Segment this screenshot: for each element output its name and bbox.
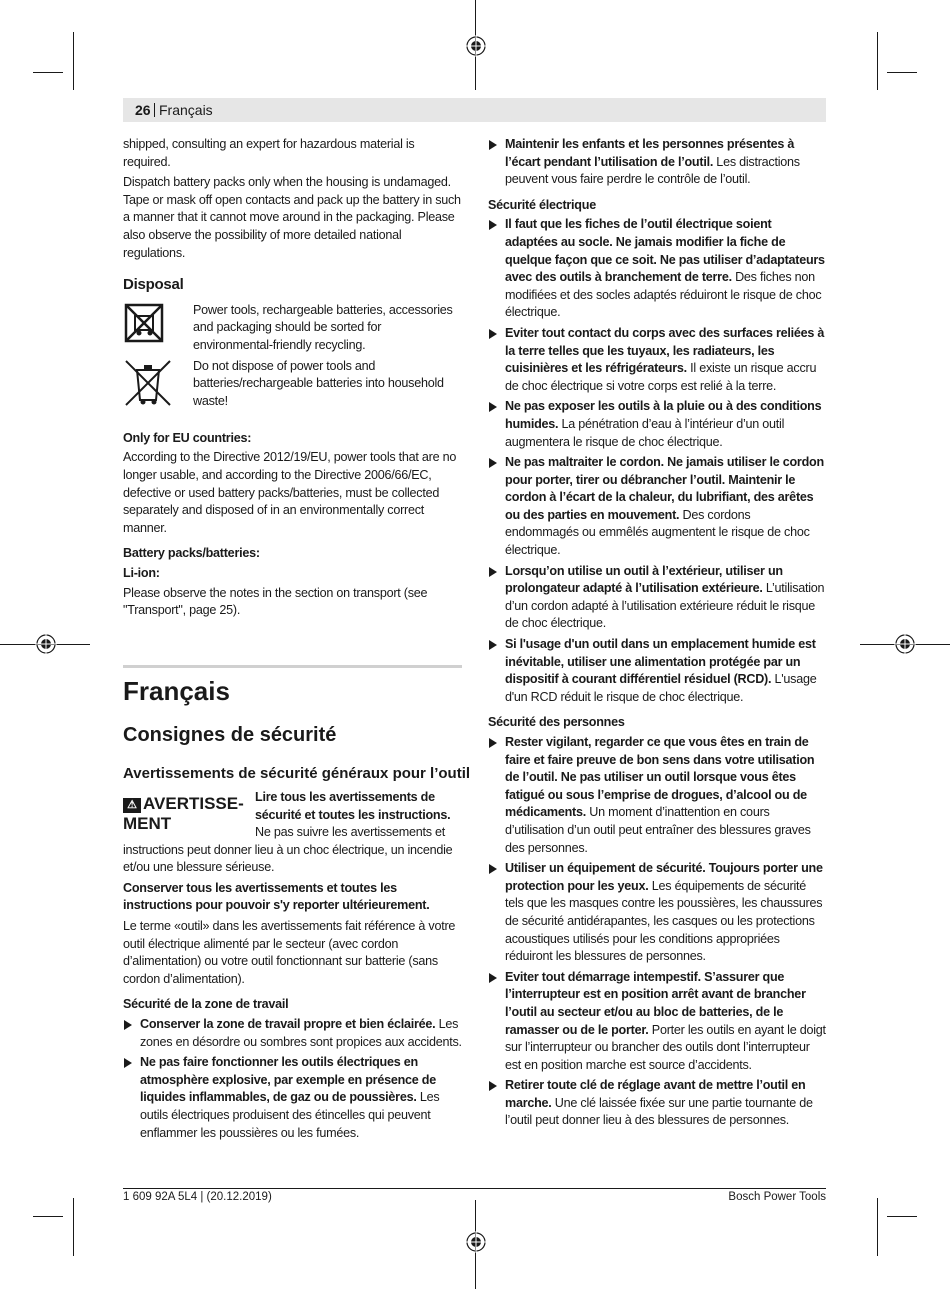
- personal-safety-heading: Sécurité des personnes: [488, 715, 625, 730]
- bullet-icon: [489, 140, 497, 150]
- list-item: Si l'usage d'un outil dans un emplacement humide est inévitable, utiliser une alimentation protégée par un dispositif à courant différentiel résiduel (RCD). L'usage d'un RCD réduit le risque de choc électrique.: [488, 636, 827, 706]
- bullet-icon: [489, 402, 497, 412]
- crop-mark: [73, 1198, 74, 1256]
- paragraph: shipped, consulting an expert for hazardous material is required.: [123, 137, 415, 169]
- eu-heading: Only for EU countries:: [123, 430, 252, 445]
- general-warnings-heading: Avertissements de sécurité généraux pour l’outil: [123, 765, 471, 782]
- registration-mark-icon: [894, 633, 916, 655]
- warning-text: [255, 789, 460, 824]
- disposal-row: [123, 358, 463, 422]
- list-item: Il faut que les fiches de l’outil électrique soient adaptées au socle. Ne jamais modifier la fiche de quelque façon que ce soit. Ne pas utiliser d’adaptateurs avec des outils à branchement de terre. Des fiches non modifiées et des socles adaptés réduiront le risque de choc électrique.: [488, 216, 827, 322]
- section-rule: [123, 665, 462, 668]
- list-item: Maintenir les enfants et les personnes présentes à l’écart pendant l’utilisation de l’outil. Les distractions peuvent vous faire perdre le contrôle de l’outil.: [488, 136, 827, 189]
- list-item: Ne pas maltraiter le cordon. Ne jamais utiliser le cordon pour porter, tirer ou débrancher l’outil. Maintenir le cordon à l’écart de la chaleur, du lubrifiant, des arêtes ou des parties en mouvement. Des cordons endommagés ou emmêlés augmentent le risque de choc électrique.: [488, 454, 827, 560]
- list-item: Lorsqu’on utilise un outil à l’extérieur, utiliser un prolongateur adapté à l’utilisation extérieure. L’utilisation d’un cordon adapté à l’utilisation extérieure réduit le risque de choc électrique.: [488, 563, 827, 633]
- page-number: 26: [135, 102, 151, 118]
- crop-mark: [877, 1198, 878, 1256]
- warning-rest: Ne pas suivre les avertissements et instructions peut donner lieu à un choc électrique, un incendie et/ou une blessure sérieuse.: [123, 825, 453, 875]
- registration-mark-icon: [465, 35, 487, 57]
- list-item: Ne pas exposer les outils à la pluie ou à des conditions humides. La pénétration d’eau à l’intérieur d’un outil augmentera le risque de choc électrique.: [488, 398, 827, 451]
- doc-number: 1 609 92A 5L4 | (20.12.2019): [123, 1191, 272, 1203]
- disposal-heading: Disposal: [123, 276, 184, 294]
- list-item: Eviter tout démarrage intempestif. S’assurer que l’interrupteur est en position arrêt avant de brancher l’outil au secteur et/ou au bloc de batteries, de le ramasser ou de le porter. Porter les outils en ayant le doigt sur l’interrupteur ou brancher des outils dont l’interrupteur est en position marche est source d’accidents.: [488, 969, 827, 1075]
- bullet-icon: [489, 640, 497, 650]
- bullet-icon: [489, 738, 497, 748]
- keep-instructions: Conserver tous les avertissements et toutes les instructions pour pouvoir s'y reporter ultérieurement.: [123, 880, 430, 913]
- warning-label-line2: MENT: [123, 814, 172, 833]
- left-column-fr: [123, 824, 463, 1145]
- crop-mark: [887, 72, 917, 73]
- disposal-row: [123, 302, 463, 358]
- registration-mark-icon: [35, 633, 57, 655]
- section-title: Français: [123, 676, 230, 706]
- crop-mark: [73, 32, 74, 90]
- bullet-icon: [489, 567, 497, 577]
- bullet-icon: [124, 1058, 132, 1068]
- warning-label-line1: AVERTISSE-: [143, 794, 244, 813]
- list-item: Retirer toute clé de réglage avant de mettre l’outil en marche. Une clé laissée fixée sur une partie tournante de l’outil peut donner lieu à des blessures de personnes.: [488, 1077, 827, 1130]
- bullet-icon: [489, 973, 497, 983]
- bullet-icon: [489, 458, 497, 468]
- footer-rule: [123, 1188, 826, 1189]
- paragraph: According to the Directive 2012/19/EU, power tools that are no longer usable, and according to the Directive 2006/66/EC, defective or used battery packs/batteries, must be collected separately and disposed of in an environmentally correct manner.: [123, 450, 457, 535]
- list-item: Utiliser un équipement de sécurité. Toujours porter une protection pour les yeux. Les équipements de sécurité tels que les masques contre les poussières, les chaussures de sécurité antidérapantes, les casques ou les protections acoustiques utilisés pour les conditions appropriées réduiront les blessures de personnes.: [488, 860, 827, 966]
- crop-mark: [33, 1216, 63, 1217]
- battery-heading: Battery packs/batteries:: [123, 546, 260, 561]
- work-area-heading: Sécurité de la zone de travail: [123, 997, 289, 1012]
- paragraph: Please observe the notes in the section on transport (see "Transport", page 25).: [123, 585, 428, 618]
- left-column: [123, 136, 463, 623]
- footer-brand: Bosch Power Tools: [728, 1191, 826, 1203]
- disposal-text: Power tools, rechargeable batteries, accessories and packaging should be sorted for environmental-friendly recycling.: [193, 302, 453, 352]
- recycle-sort-icon: [123, 302, 173, 352]
- warning-icon: ⚠: [123, 798, 141, 813]
- safety-heading: Consignes de sécurité: [123, 724, 337, 746]
- bullet-icon: [489, 1081, 497, 1091]
- header-divider: [154, 103, 155, 117]
- crop-mark: [877, 32, 878, 90]
- crop-mark: [33, 72, 63, 73]
- crop-mark: [887, 1216, 917, 1217]
- page-header: [123, 98, 826, 122]
- bullet-icon: [489, 329, 497, 339]
- header-language: Français: [159, 102, 213, 118]
- bullet-icon: [489, 864, 497, 874]
- warning-bold: Lire tous les avertissements de sécurité et toutes les instructions.: [255, 790, 451, 822]
- bullet-icon: [489, 220, 497, 230]
- electrical-safety-heading: Sécurité électrique: [488, 197, 596, 212]
- liion-heading: Li-ion:: [123, 565, 160, 580]
- disposal-text: Do not dispose of power tools and batteries/rechargeable batteries into household waste!: [193, 358, 444, 408]
- paragraph: Dispatch battery packs only when the housing is undamaged. Tape or mask off open contacts and pack up the battery in such a manner that it cannot move around in the packaging. Please also observe the possibility of more detailed national regulations.: [123, 175, 461, 260]
- bullet-icon: [124, 1020, 132, 1030]
- paragraph: Le terme «outil» dans les avertissements fait référence à votre outil électrique alimenté par le secteur (avec cordon d’alimentation) ou votre outil fonctionnant sur batterie (sans cordon d’alimentation).: [123, 918, 456, 986]
- registration-mark-icon: [465, 1231, 487, 1253]
- list-item: Ne pas faire fonctionner les outils électriques en atmosphère explosive, par exemple en présence de liquides inflammables, de gaz ou de poussières. Les outils électriques produisent des étincelles qui peuvent enflammer les poussières ou les fumées.: [123, 1054, 463, 1142]
- list-item: Conserver la zone de travail propre et bien éclairée. Les zones en désordre ou sombres sont propices aux accidents.: [123, 1016, 463, 1051]
- crossed-bin-icon: [123, 358, 173, 408]
- right-column: [488, 136, 827, 1133]
- list-item: Eviter tout contact du corps avec des surfaces reliées à la terre telles que les tuyaux, les radiateurs, les cuisinières et les réfrigérateurs. Il existe un risque accru de choc électrique si votre corps est relié à la terre.: [488, 325, 827, 395]
- list-item: Rester vigilant, regarder ce que vous êtes en train de faire et faire preuve de bon sens dans votre utilisation de l’outil. Ne pas utiliser un outil lorsque vous êtes fatigué ou sous l’emprise de drogues, d’alcool ou de médicaments. Un moment d’inattention en cours d’utilisation d’un outil peut entraîner des blessures graves des personnes.: [488, 734, 827, 857]
